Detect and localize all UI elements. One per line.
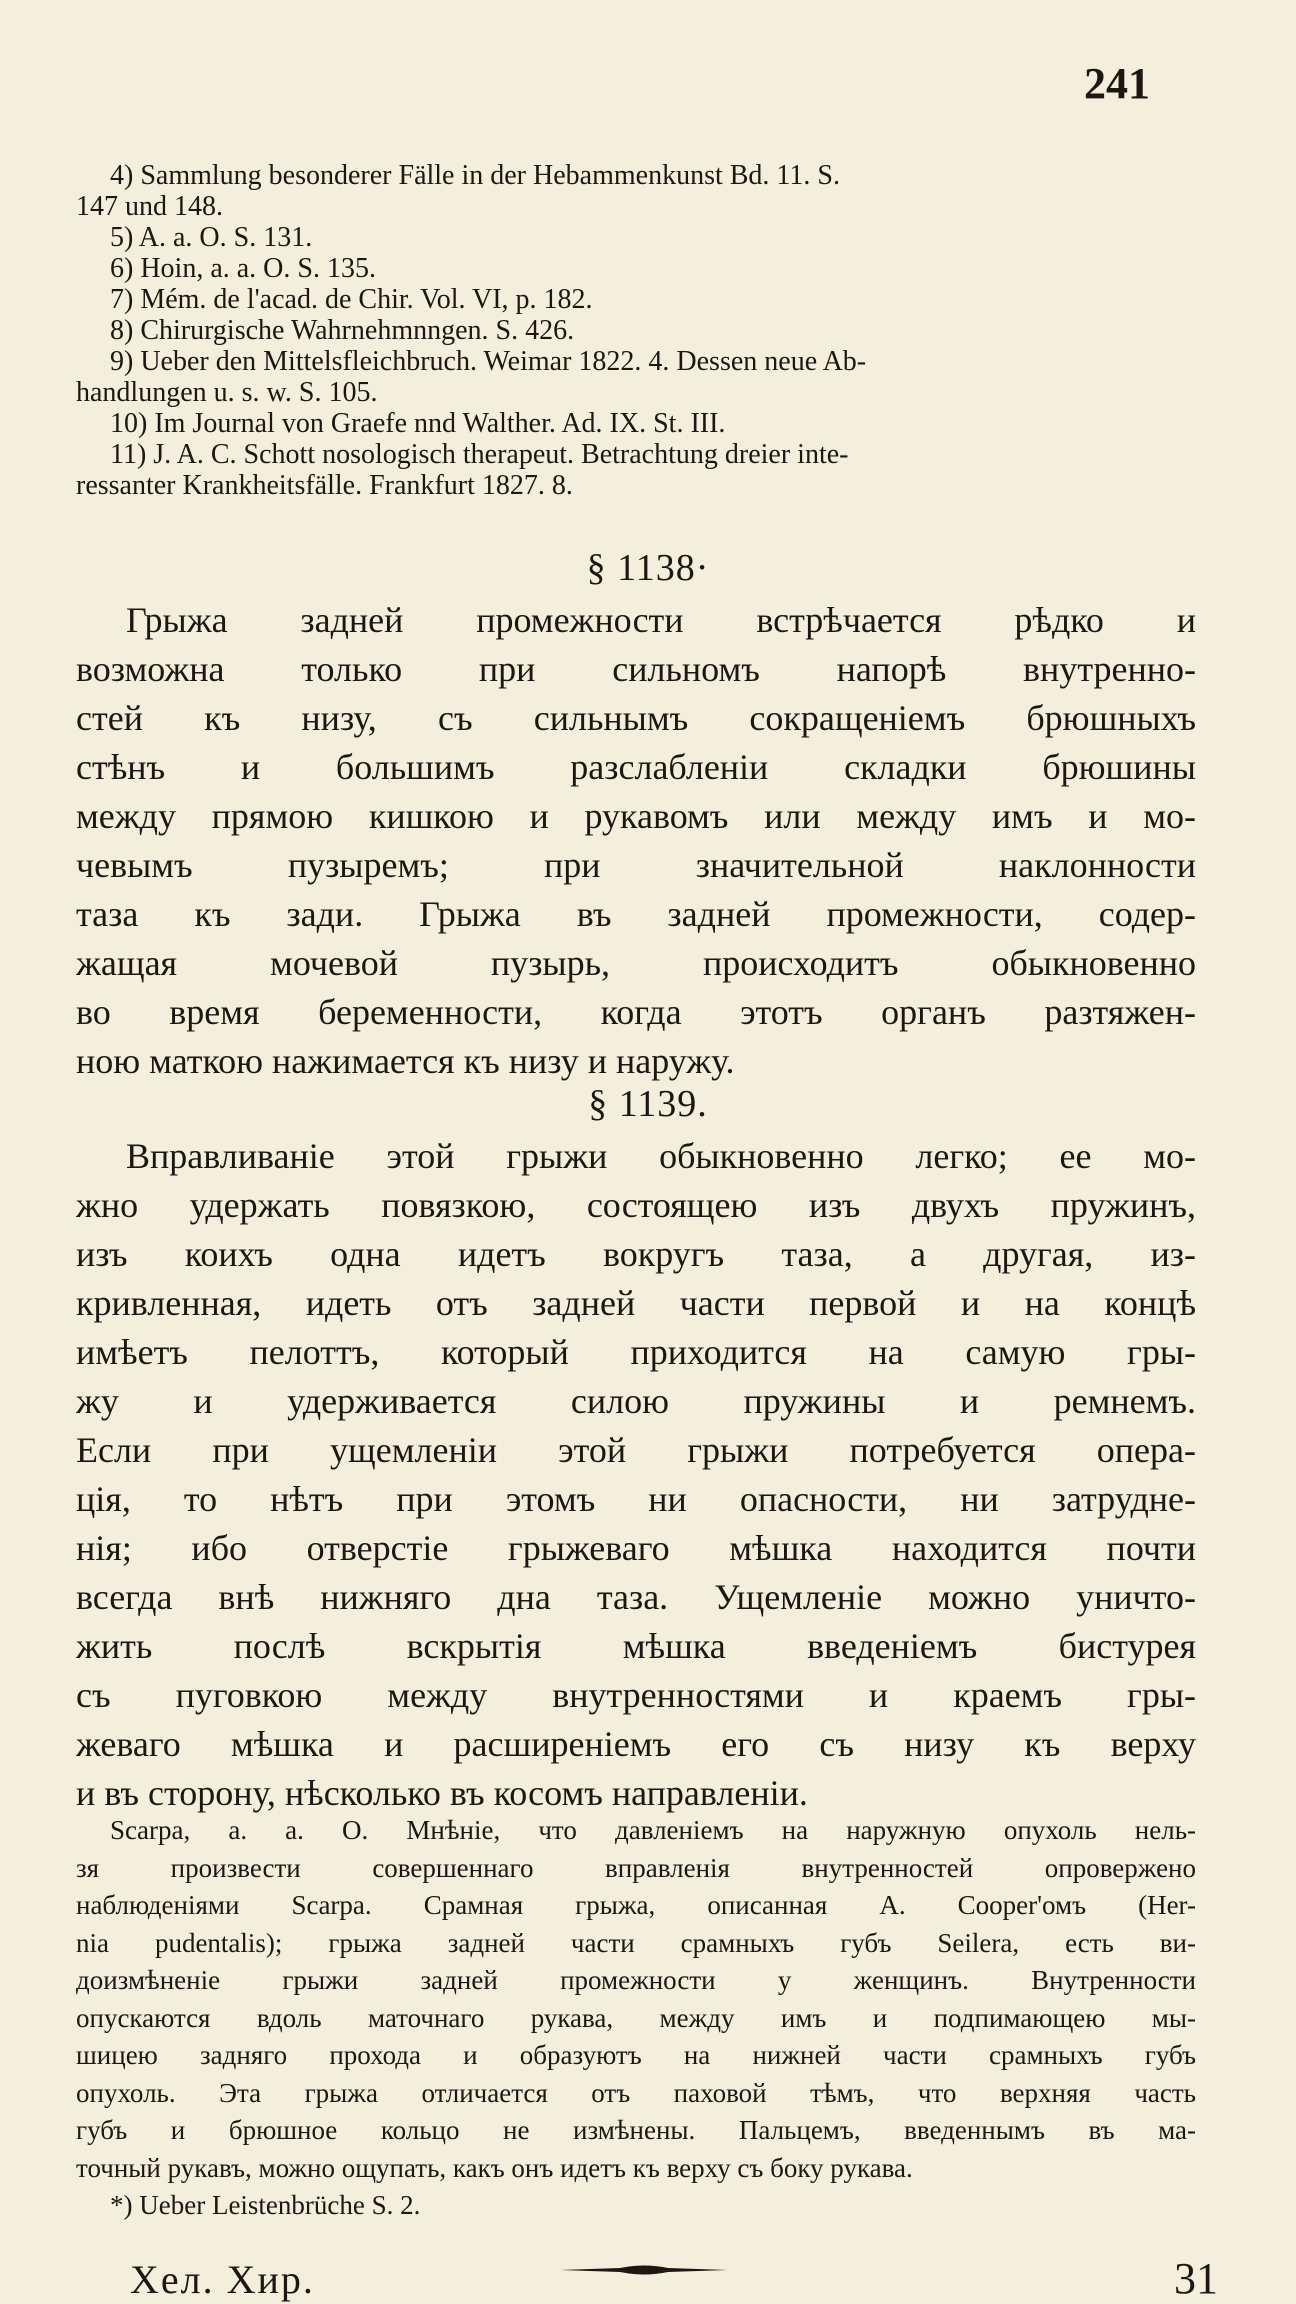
body-line: съ пуговкою между внутренностями и краемъ гры- bbox=[76, 1675, 1196, 1715]
section-heading-1138: § 1138· bbox=[586, 547, 710, 589]
note-line: губъ и брюшное кольцо не измѣнены. Пальцемъ, введеннымъ въ ма- bbox=[76, 2115, 1196, 2145]
body-line: кривленная, идеть отъ задней части первой и на концѣ bbox=[76, 1283, 1196, 1323]
body-line: таза къ зади. Грыжа въ задней промежности, содер- bbox=[76, 894, 1196, 934]
body-line: стей къ низу, съ сильнымъ сокращенiемъ брюшныхъ bbox=[76, 698, 1196, 738]
note-line: точный рукавъ, можно ощупать, какъ онъ идетъ къ верху съ боку рукава. bbox=[76, 2152, 913, 2183]
section-heading-1139: § 1139. bbox=[588, 1083, 708, 1125]
note-line: опускаются вдоль маточнаго рукава, между имъ и подпимающею мы- bbox=[76, 2002, 1196, 2033]
body-line: Вправливанiе этой грыжи обыкновенно легко; ее мо- bbox=[126, 1136, 1196, 1176]
body-line: жу и удерживается силою пружины и ремнемъ. bbox=[76, 1381, 1196, 1421]
body-line: во время беременности, когда этотъ органъ разтяжен- bbox=[76, 992, 1196, 1032]
ornament-rule bbox=[560, 2263, 728, 2277]
note-line: nia pudentalis); грыжа задней части срамныхъ губъ Seilera, есть ви- bbox=[76, 1927, 1196, 1958]
footnote-line: 7) Mém. de l'acad. de Chir. Vol. VI, p. 182. bbox=[110, 284, 593, 315]
body-line: всегда внѣ нижняго дна таза. Ущемленiе можно уничто- bbox=[76, 1577, 1196, 1617]
footnote-line: 5) A. a. O. S. 131. bbox=[110, 222, 313, 253]
body-line: жеваго мѣшка и расширенiемъ его съ низу къ верху bbox=[76, 1724, 1196, 1764]
body-line: нiя; ибо отверстiе грыжеваго мѣшка находится почти bbox=[76, 1528, 1196, 1568]
page-number: 241 bbox=[1084, 59, 1150, 108]
body-line: возможна только при сильномъ напорѣ внутренно- bbox=[76, 649, 1196, 689]
body-line: Если при ущемленiи этой грыжи потребуется опера- bbox=[76, 1430, 1196, 1470]
body-line: ною маткою нажимается къ низу и наружу. bbox=[76, 1041, 735, 1081]
footnote-line: 9) Ueber den Mittelsfleichbruch. Weimar 1822. 4. Dessen neue Ab- bbox=[110, 346, 867, 377]
body-line: чевымъ пузыремъ; при значительной наклонности bbox=[76, 845, 1196, 885]
body-line: между прямою кишкою и рукавомъ или между имъ и мо- bbox=[76, 796, 1196, 836]
body-line: и въ сторону, нѣсколько въ косомъ направленiи. bbox=[76, 1773, 808, 1813]
section-1138-text bbox=[76, 596, 1196, 1086]
section-1139-text bbox=[76, 1132, 1196, 1818]
body-line: Грыжа задней промежности встрѣчается рѣдко и bbox=[126, 600, 1196, 640]
note-line: шицею задняго прохода и образуютъ на нижней части срамныхъ губъ bbox=[76, 2040, 1196, 2070]
footnote-line: 10) Im Journal von Graefe nnd Walther. Ad. IX. St. III. bbox=[110, 408, 726, 439]
body-line: жно удержать повязкою, состоящею изъ двухъ пружинъ, bbox=[76, 1185, 1196, 1225]
signature-mark: Хел. Хир. bbox=[130, 2257, 315, 2302]
note-line: доизмѣненiе грыжи задней промежности у женщинъ. Внутренности bbox=[76, 1965, 1196, 1995]
body-line: стѣнъ и большимъ разслабленiи складки брюшины bbox=[76, 747, 1196, 787]
body-line: жащая мочевой пузырь, происходитъ обыкновенно bbox=[76, 943, 1196, 983]
note-line: наблюденiями Scarpa. Срамная грыжа, описанная A. Cooper'омъ (Her- bbox=[76, 1890, 1196, 1920]
note-line: опухоль. Эта грыжа отличается отъ паховой тѣмъ, что верхняя часть bbox=[76, 2077, 1196, 2108]
folio-number: 31 bbox=[1174, 2254, 1218, 2303]
footnote-line: handlungen u. s. w. S. 105. bbox=[76, 377, 378, 408]
footnote-line: ressanter Krankheitsfälle. Frankfurt 1827. 8. bbox=[76, 470, 573, 501]
body-line: имѣетъ пелоттъ, который приходится на самую гры- bbox=[76, 1332, 1196, 1372]
footnotes-top bbox=[76, 160, 1196, 501]
final-footnote: *) Ueber Leistenbrüche S. 2. bbox=[110, 2190, 421, 2220]
footnote-line: 147 und 148. bbox=[76, 191, 223, 222]
note-line: Scarpa, a. a. O. Мнѣнiе, что давленiемъ на наружную опухоль нель- bbox=[110, 1815, 1196, 1845]
footnote-line: 11) J. A. C. Schott nosologisch therapeut. Betrachtung dreier inte- bbox=[110, 439, 849, 470]
footnote-line: 8) Chirurgische Wahrnehmnngen. S. 426. bbox=[110, 315, 575, 346]
note-line: зя произвести совершеннаго вправленiя внутренностей опровержено bbox=[76, 1852, 1196, 1883]
body-line: цiя, то нѣтъ при этомъ ни опасности, ни затрудне- bbox=[76, 1479, 1196, 1519]
body-line: изъ коихъ одна идетъ вокругъ таза, а другая, из- bbox=[76, 1234, 1196, 1274]
body-line: жить послѣ вскрытiя мѣшка введенiемъ бистурея bbox=[76, 1626, 1196, 1666]
footnote-line: 6) Hoin, a. a. O. S. 135. bbox=[110, 253, 376, 284]
footnote-line: 4) Sammlung besonderer Fälle in der Hebammenkunst Bd. 11. S. bbox=[110, 160, 840, 191]
small-print-note bbox=[76, 1812, 1196, 2225]
